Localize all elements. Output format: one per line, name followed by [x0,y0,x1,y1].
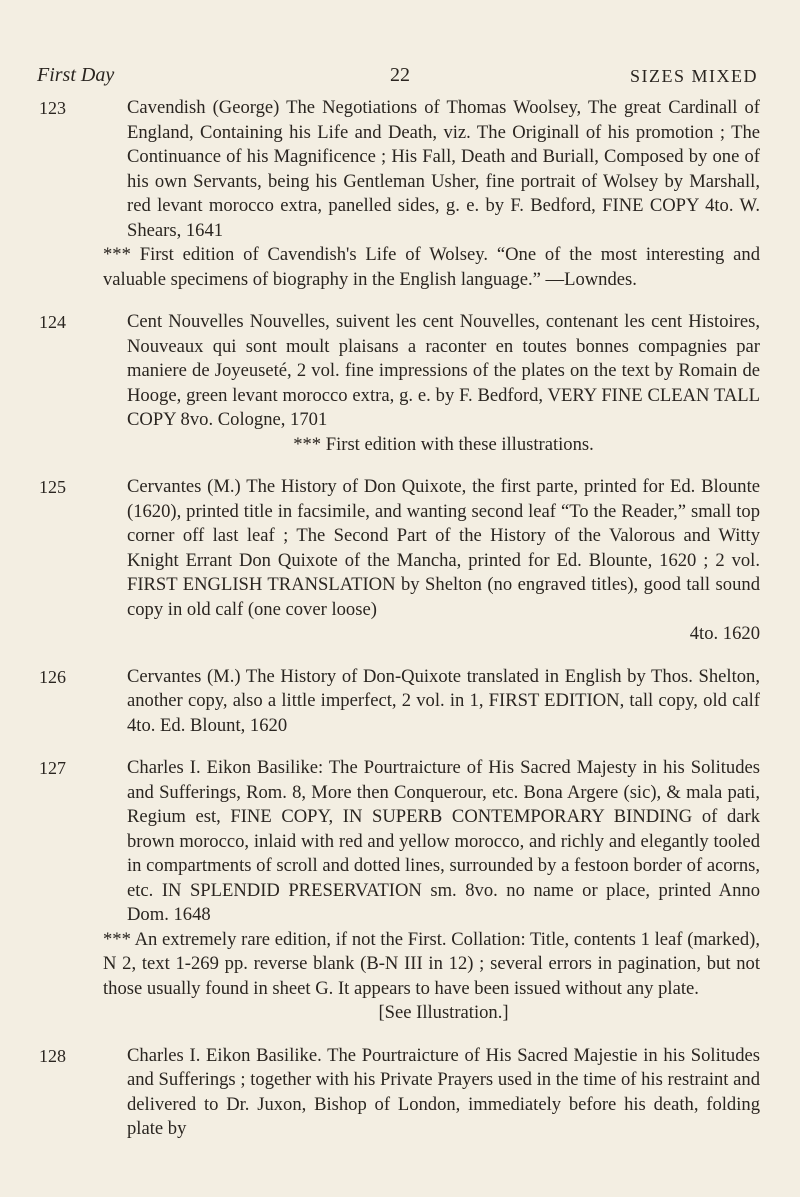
lot-entry [0,1044,800,1142]
lot-number: 123 [39,98,66,118]
lot-entry [0,756,800,1026]
lot-description: Charles I. Eikon Basilike: The Pourtraicture of His Sacred Majesty in his Solitudes and Sufferings, Rom. 8, More then Conquerour, etc. Bona Argere (sic), & mala pati, Regium est, FINE COPY, IN SUPERB CONTEMPORARY BINDING of dark brown morocco, inlaid with red and yellow morocco, and richly and elegantly tooled in compartments of scroll and dotted lines, surrounded by a festoon border of acorns, etc. IN SPLENDID PRESERVATION sm. 8vo. no name or place, printed Anno Dom. 1648 [127,757,760,925]
lot-description: Cavendish (George) The Negotiations of Thomas Woolsey, The great Cardinall of England, Containing his Life and Death, viz. The Originall of his promotion ; The Continuance of his Magnificence ; His Fall, Death and Buriall, Composed by one of his own Servants, being his Gentleman Usher, fine portrait of Wolsey by Marshall, red levant morocco extra, panelled sides, g. e. by F. Bedford, FINE COPY 4to. W. Shears, 1641 [127,97,760,241]
header-day: First Day [37,64,115,86]
lot-number: 128 [39,1045,66,1066]
lot-number: 126 [39,666,66,687]
lot-number: 125 [39,477,66,497]
lot-entry [0,96,800,292]
lot-note: *** First edition of Cavendish's Life of Wolsey. “One of the most interesting and valuable specimens of biography in the English language.” —Lowndes. [103,244,760,290]
lot-description: Cervantes (M.) The History of Don-Quixote translated in English by Thos. Shelton, another copy, also a little imperfect, 2 vol. in 1, FIRST EDITION, tall copy, old calf 4to. Ed. Blount, 1620 [127,665,760,736]
lot-format: 4to. 1620 [689,623,760,644]
lot-description: Cervantes (M.) The History of Don Quixote, the first parte, printed for Ed. Blounte (1620), printed title in facsimile, and wanting second leaf “To the Reader,” small top corner off last leaf ; The Second Part of the History of the Valorous and Witty Knight Errant Don Quixote of the Mancha, printed for Ed. Blounte, 1620 ; 2 vol. FIRST ENGLISH TRANSLATION by Shelton (no engraved titles), good tall sound copy in old calf (one cover loose) [127,476,760,620]
lot-entry [0,665,800,739]
lot-entry [0,310,800,457]
illustration-reference: [See Illustration.] [378,1002,509,1023]
lot-note: *** First edition with these illustrations. [293,433,594,455]
lot-number: 127 [39,758,66,778]
lot-list [0,96,800,1160]
lot-number: 124 [39,312,66,332]
running-header [0,64,800,90]
lot-description: Charles I. Eikon Basilike. The Pourtraicture of His Sacred Majestie in his Solitudes and Sufferings ; together with his Private Prayers used in the time of his restraint and delivered to Dr. Juxon, Bishop of London, immediately before his death, folding plate by [127,1044,760,1139]
lot-entry [0,475,800,647]
page-number: 22 [390,64,410,86]
lot-description: Cent Nouvelles Nouvelles, suivent les cent Nouvelles, contenant les cent Histoires, Nouveaux qui sont moult plaisans a raconter en toutes bonnes compagnies par maniere de Joyeuseté, 2 vol. fine impressions of the plates on the text by Romain de Hooge, green levant morocco extra, g. e. by F. Bedford, VERY FINE CLEAN TALL COPY 8vo. Cologne, 1701 [127,311,760,430]
header-section: SIZES MIXED [630,66,758,86]
lot-note: *** An extremely rare edition, if not the First. Collation: Title, contents 1 leaf (marked), N 2, text 1-269 pp. reverse blank (B-N III in 12) ; several errors in pagination, but not those usually found in sheet G. It appears to have been issued without any plate. [103,928,760,999]
